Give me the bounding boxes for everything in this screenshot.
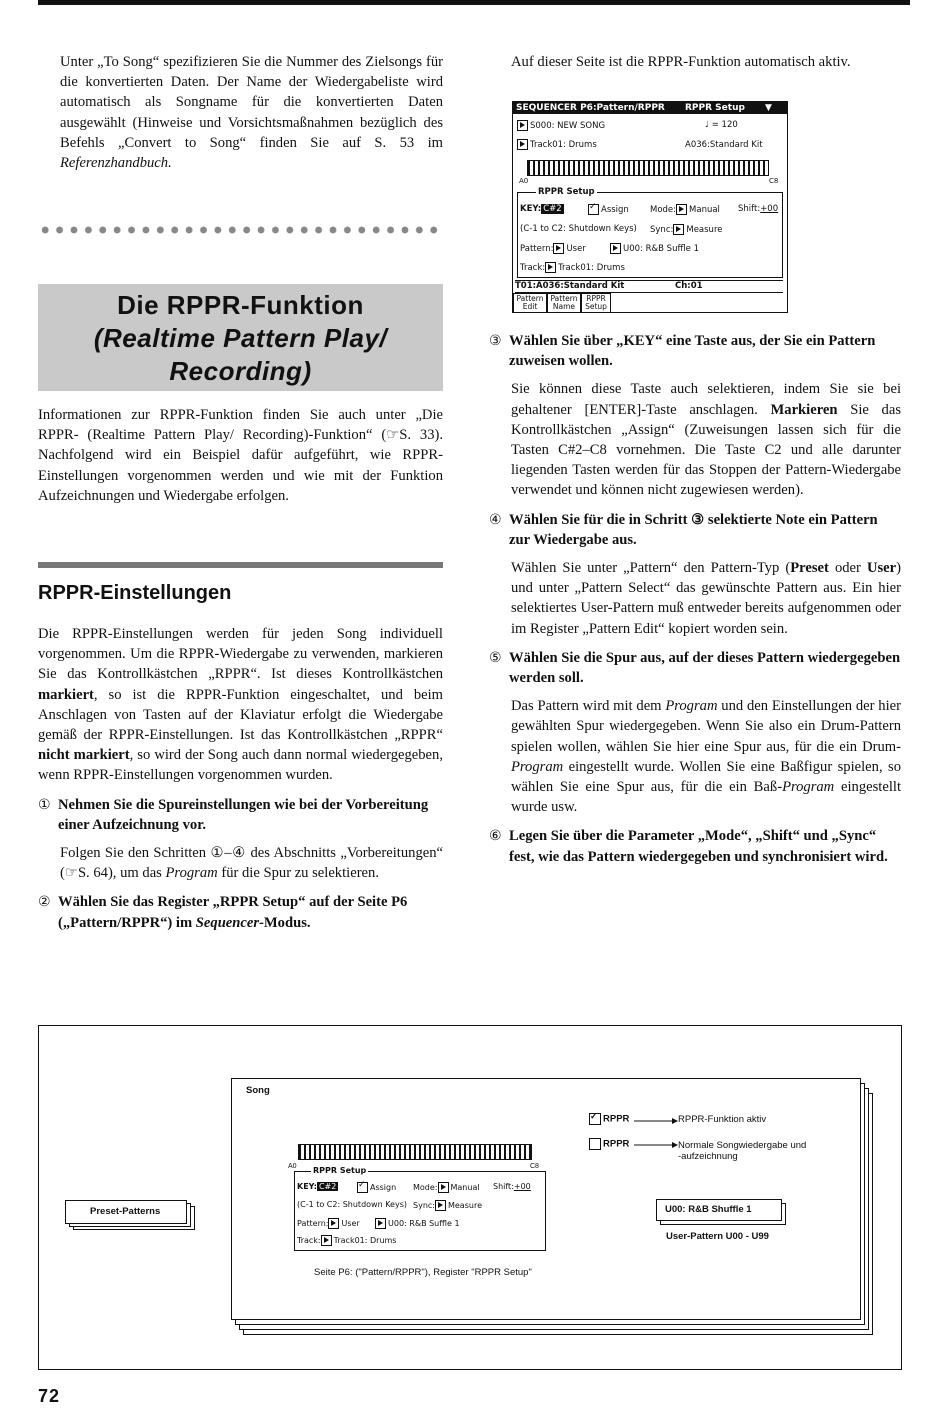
rppr-checked: ✓RPPR — [589, 1113, 629, 1125]
lcd-key-row: KEY: C#2 — [520, 204, 562, 214]
lcd-tempo: ♩ = 120 — [705, 120, 738, 130]
diagram-track: Track: Track01: Drums — [297, 1236, 397, 1245]
check-icon — [588, 204, 599, 215]
rppr-diagram — [38, 1025, 902, 1370]
lcd-tab-pattern-name[interactable]: Pattern Name — [547, 293, 581, 313]
step-3-body: Sie können diese Taste auch selektieren, indem Sie sie bei gehaltener [ENTER]-Taste anschlagen. Markieren Sie das Kontrollkästchen „Assign“ (Zuweisungen lassen sich für die Tasten C#2–C8 vornehmen. Die Taste C2 und alle darunter liegenden Tasten werden für das Stoppen der Pattern-Wiedergabe verwendet und können nicht zugewiesen werden). — [511, 381, 901, 499]
rppr-active-desc: RPPR-Funktion aktiv — [678, 1114, 767, 1125]
lcd-assign: ✓ Assign — [588, 204, 629, 215]
lcd-pattern-select: U00: R&B Suffle 1 — [610, 243, 699, 254]
diagram-caption: Seite P6: ("Pattern/RPPR"), Register "RPPR Setup" — [314, 1267, 532, 1278]
empty-checkbox-icon — [589, 1138, 601, 1150]
play-icon — [545, 262, 556, 273]
user-pattern-box — [656, 1199, 782, 1221]
section-rule — [38, 562, 443, 568]
lcd-header: SEQUENCER P6:Pattern/RPPR RPPR Setup ▼ — [513, 102, 787, 114]
left-column-intro — [60, 52, 443, 182]
song-sheet-front — [231, 1078, 861, 1320]
lcd-pattern: Pattern: User — [520, 244, 586, 254]
play-icon — [676, 204, 687, 215]
user-pattern-value: U00: R&B Shuffle 1 — [665, 1204, 752, 1215]
lcd-tab-pattern-edit[interactable]: Pattern Edit — [513, 293, 547, 313]
info-paragraph: Informationen zur RPPR-Funktion finden Sie auch unter „Die RPPR- (Realtime Pattern Play/ Recording)-Funktion“ (☞S. 33). Nachfolgend wird ein Beispiel dafür aufgeführt, wie RPPR-Einstellungen vorgenommen werden und wie mit der Funktion Aufzeichnungen und Wiedergabe erfolgen. — [38, 407, 443, 504]
user-pattern-label: User-Pattern U00 - U99 — [666, 1231, 769, 1242]
step-1-body: Folgen Sie den Schritten ①–④ des Abschnitts „Vorbereitungen“ (☞S. 64), um das Program für die Spur zu selektieren. — [60, 845, 443, 882]
play-icon — [328, 1218, 339, 1229]
step-5-body: Das Pattern wird mit dem Program und den Einstellungen der hier gewählten Spur wiedergegeben. Wenn Sie also ein Drum-Pattern spielen wollen, wählen Sie hier eine Spur aus, für die ein Drum-Program eingestellt wurde. Wollen Sie eine Baßfigur spielen, so wählen Sie eine Spur aus, für die ein Baß-Program eingestellt wurde usw. — [511, 698, 901, 816]
lcd-screen — [512, 101, 788, 313]
page-number: 72 — [38, 1386, 61, 1406]
diagram-sync: Sync: Measure — [413, 1201, 482, 1210]
play-icon — [517, 139, 528, 150]
right-column-top — [511, 52, 901, 81]
step-4-body: Wählen Sie unter „Pattern“ den Pattern-Typ (Preset oder User) und unter „Pattern Select“ das gewünschte Pattern aus. Ein hier selektiertes User-Pattern muß entweder bereits aufgenommen oder im Register „Pattern Edit“ kopiert worden sein. — [511, 560, 901, 637]
auto-active-note: Auf dieser Seite ist die RPPR-Funktion automatisch aktiv. — [511, 54, 851, 70]
lcd-c8: C8 — [769, 177, 779, 185]
lcd-sync: Sync: Measure — [650, 225, 723, 235]
play-icon — [553, 243, 564, 254]
rppr-normal-desc-2: -aufzeichnung — [678, 1151, 738, 1162]
check-icon — [357, 1182, 368, 1193]
diagram-assign: ✓ Assign — [357, 1182, 396, 1193]
preset-patterns-box — [65, 1200, 187, 1224]
play-icon — [435, 1200, 446, 1211]
dotted-divider — [38, 224, 443, 236]
step-6: ⑥ Legen Sie über die Parameter „Mode“, „Shift“ und „Sync“ fest, wie das Pattern wiedergegeben und synchronisiert wird. — [489, 828, 888, 865]
lcd-rppr-box — [517, 187, 783, 278]
lcd-program: A036:Standard Kit — [685, 140, 763, 150]
play-icon — [610, 243, 621, 254]
info-paragraph-box — [38, 405, 443, 515]
chapter-title-line3: Recording) — [169, 356, 312, 386]
step-3: ③ Wählen Sie über „KEY“ eine Taste aus, der Sie ein Pattern zuweisen wollen. — [489, 333, 876, 370]
diagram-pattern: Pattern: User — [297, 1219, 360, 1228]
step-1: ① Nehmen Sie die Spureinstellungen wie bei der Vorbereitung einer Aufzeichnung vor. — [38, 796, 429, 833]
lcd-tab-rppr-setup[interactable]: RPPR Setup — [581, 293, 611, 313]
step-4: ④ Wählen Sie für die in Schritt ③ selektierte Note ein Pattern zur Wiedergabe aus. — [489, 511, 878, 548]
preset-patterns-label: Preset-Patterns — [90, 1206, 161, 1217]
arrow-icons — [632, 1115, 680, 1149]
lcd-a0: A0 — [519, 177, 529, 185]
lcd-tabs — [513, 293, 611, 313]
step-2: ② Wählen Sie das Register „RPPR Setup“ auf der Seite P6 („Pattern/RPPR“) im Sequencer-Modus. — [38, 894, 408, 931]
song-label: Song — [246, 1085, 270, 1096]
diagram-key-row: KEY: C#2 — [297, 1182, 337, 1191]
rppr-unchecked: RPPR — [589, 1138, 629, 1150]
diagram-keyboard — [298, 1144, 532, 1160]
right-column-body — [489, 331, 901, 875]
lcd-song-row: S000: NEW SONG — [517, 120, 605, 131]
lcd-keyboard — [527, 160, 769, 176]
diagram-mode: Mode: Manual — [413, 1183, 480, 1192]
step-5: ⑤ Wählen Sie die Spur aus, auf der dieses Pattern wiedergegeben werden soll. — [489, 649, 901, 687]
lcd-track-select: Track: Track01: Drums — [520, 263, 625, 273]
chapter-title-box — [38, 284, 443, 391]
play-icon — [673, 224, 684, 235]
play-icon — [321, 1235, 332, 1246]
intro-paragraph: Unter „To Song“ spezifizieren Sie die Nummer des Zielsongs für die konvertierten Daten. Der Name der Wiedergabeliste wird automatisch als Songname für die konvertierten Daten ausgewählt (Hinweise und Vorsichtsmaßnahmen bezüglich des Befehls „Convert to Song“ finden Sie auf S. 53 im Referenzhandbuch. — [60, 54, 443, 172]
rppr-settings-paragraph: Die RPPR-Einstellungen werden für jeden Song individuell vorgenommen. Um die RPPR-Wiedergabe zu verwenden, markieren Sie das Kontrollkästchen „RPPR“. Ist dieses Kontrollkästchen markiert, so ist die RPPR-Funktion eingeschaltet, und beim Anschlagen von Tasten auf der Klaviatur erfolgt die Wiedergabe gemäß der RPPR-Einstellungen. Ist das Kontrollkästchen „RPPR“ nicht markiert, so wird der Song auch dann normal wiedergegeben, wenn RPPR-Einstellungen vorgenommen wurden. — [38, 626, 443, 784]
diagram-range: (C-1 to C2: Shutdown Keys) — [297, 1200, 407, 1209]
lcd-rppr-box-title: RPPR Setup — [538, 187, 595, 197]
lcd-track-row: Track01: Drums — [517, 139, 597, 150]
top-rule — [38, 0, 910, 5]
diagram-shift: Shift:+00 — [493, 1182, 531, 1191]
chapter-title-line1: Die RPPR-Funktion — [117, 290, 364, 320]
diagram-a0: A0 — [288, 1163, 297, 1170]
lcd-mode: Mode: Manual — [650, 205, 720, 215]
lcd-range: (C-1 to C2: Shutdown Keys) — [520, 224, 637, 234]
play-icon — [375, 1218, 386, 1229]
chapter-title-line2: (Realtime Pattern Play/ — [93, 323, 388, 353]
play-icon — [517, 120, 528, 131]
lcd-status-bar: T01:A036:Standard Kit Ch:01 — [515, 280, 783, 293]
lcd-shift: Shift:+00 — [738, 204, 779, 214]
check-icon — [589, 1113, 601, 1125]
diagram-pattern-select: U00: R&B Suffle 1 — [375, 1218, 460, 1229]
section-heading: RPPR-Einstellungen — [38, 582, 232, 604]
play-icon — [438, 1182, 449, 1193]
rppr-normal-desc-1: Normale Songwiedergabe und — [678, 1140, 807, 1151]
diagram-rppr-box-title: RPPR Setup — [313, 1166, 367, 1175]
left-column-body — [38, 624, 443, 941]
diagram-key-group — [296, 1141, 316, 1159]
diagram-c8: C8 — [530, 1163, 539, 1170]
